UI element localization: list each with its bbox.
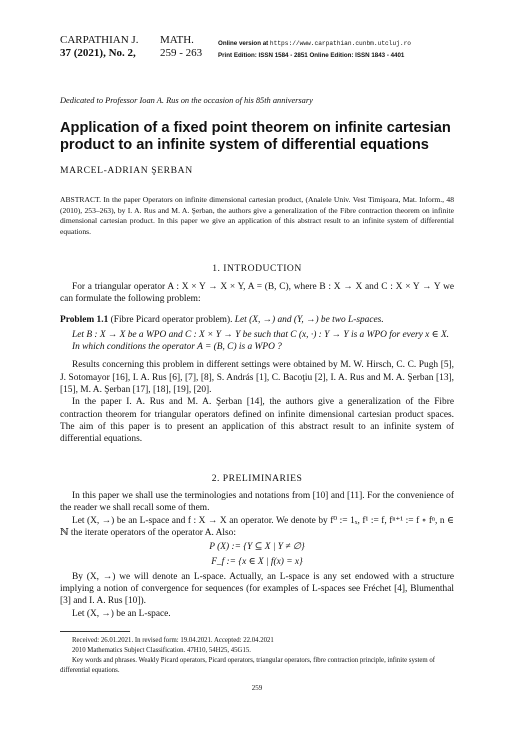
intro-paragraph-3: In the paper I. A. Rus and M. A. Şerban [14], the authors give a generalization of the Fibre contraction theorem for triangular operators defined on infinite dimensional cartesian product spaces. The aim of this paper is to present an application of this abstract result to an infinite system of differential equations.	[60, 397, 454, 445]
problem-statement	[60, 314, 454, 326]
footnote-received: Received: 26.01.2021. In revised form: 19.04.2021. Accepted: 22.04.2021	[72, 637, 274, 644]
introduction-body	[60, 281, 454, 446]
prelim-paragraph-2: Let (X, →) be an L-space and f : X → X an operator. We denote by f⁰ := 1ₓ, f¹ := f, fⁿ⁺¹ := f ∘ fⁿ, n ∈ ℕ the iterate operators of the operator A. Also:	[60, 515, 454, 538]
equation-fixed-points: F_f := {x ∈ X | f(x) = x}	[211, 557, 303, 568]
problem-label: Problem 1.1	[60, 314, 109, 325]
problem-paren: (Fibre Picard operator problem).	[108, 314, 235, 325]
prelim-paragraph-1: In this paper we shall use the terminologies and notations from [10] and [11]. For the convenience of the reader we shall recall some of them.	[60, 491, 454, 514]
abstract: ABSTRACT. In the paper Operators on infinite dimensional cartesian product, (Analele Univ. Vest Timişoara, Mat. Inform., 48 (2010), 253–263), by I. A. Rus and M. A. Şerban, the authors give a generalization of the Fibre contraction theorem on infinite dimensional cartesian product. In this paper we give an application of this abstract result to an infinite system of differential equations.	[60, 195, 454, 236]
intro-paragraph-1: For a triangular operator A : X × Y → X × Y, A = (B, C), where B : X → X and C : X × Y → Y we can formulate the following problem:	[60, 282, 454, 305]
online-info	[218, 38, 411, 62]
dedication: Dedicated to Professor Ioan A. Rus on the occasion of his 85th anniversary	[60, 96, 313, 105]
page-range: 259 - 263	[160, 47, 203, 59]
footnote-keywords: Key words and phrases. Weakly Picard operators, Picard operators, triangular operators, fibre contraction principle, infinite system of differential equations.	[60, 657, 436, 674]
footnotes	[60, 636, 454, 676]
author-name: MARCEL-ADRIAN ŞERBAN	[60, 165, 193, 176]
footnote-divider	[60, 631, 130, 632]
footnote-msc: 2010 Mathematics Subject Classification. 47H10, 54H25, 45G15.	[72, 647, 251, 654]
issn-line: Print Edition: ISSN 1584 - 2851 Online Edition: ISSN 1843 - 4401	[218, 52, 405, 59]
journal-volume: 37 (2021), No. 2,	[60, 47, 136, 59]
paper-title: Application of a fixed point theorem on infinite cartesian product to an infinite system of differential equations	[60, 120, 451, 153]
problem-line-2: Let B : X → X be a WPO and C : X × Y → Y be such that C (x, ·) : Y → Y is a WPO for every x ∈ X.	[72, 329, 450, 340]
page-number: 259	[251, 684, 263, 692]
equation-power-set: P (X) := {Y ⊆ X | Y ≠ ∅}	[209, 542, 305, 553]
section-heading-introduction: 1. INTRODUCTION	[212, 263, 302, 274]
journal-info	[60, 34, 138, 60]
intro-paragraph-2: Results concerning this problem in different settings were obtained by M. W. Hirsch, C. C. Pugh [5], J. Sotomayor [16], I. A. Rus [6], [7], [8], S. András [1], C. Bacoţiu [2], I. A. Rus and M. A. Şerban [13], [15], M. A. Şerban [17], [18], [19], [20].	[60, 360, 454, 396]
prelim-paragraph-3: By (X, →) we will denote an L-space. Actually, an L-space is any set endowed with a structure implying a notion of convergence for sequences (for examples of L-spaces see Fréchet [4], Blumenthal [3] and I. A. Rus [10]).	[60, 571, 454, 607]
problem-line-3: In which conditions the operator A = (B, C) is a WPO ?	[72, 342, 282, 353]
journal-math	[160, 34, 202, 60]
journal-name: CARPATHIAN J.	[60, 34, 139, 46]
online-url[interactable]: https://www.carpathian.cunbm.utcluj.ro	[269, 40, 412, 47]
section-heading-preliminaries: 2. PRELIMINARIES	[211, 473, 303, 484]
prelim-paragraph-4: Let (X, →) be an L-space.	[72, 608, 171, 619]
journal-math-label: MATH.	[160, 34, 194, 46]
online-prefix: Online version at	[218, 40, 270, 47]
problem-text: Let (X, →) and (Y, →) be two L-spaces.	[234, 314, 384, 325]
preliminaries-body	[60, 490, 454, 620]
